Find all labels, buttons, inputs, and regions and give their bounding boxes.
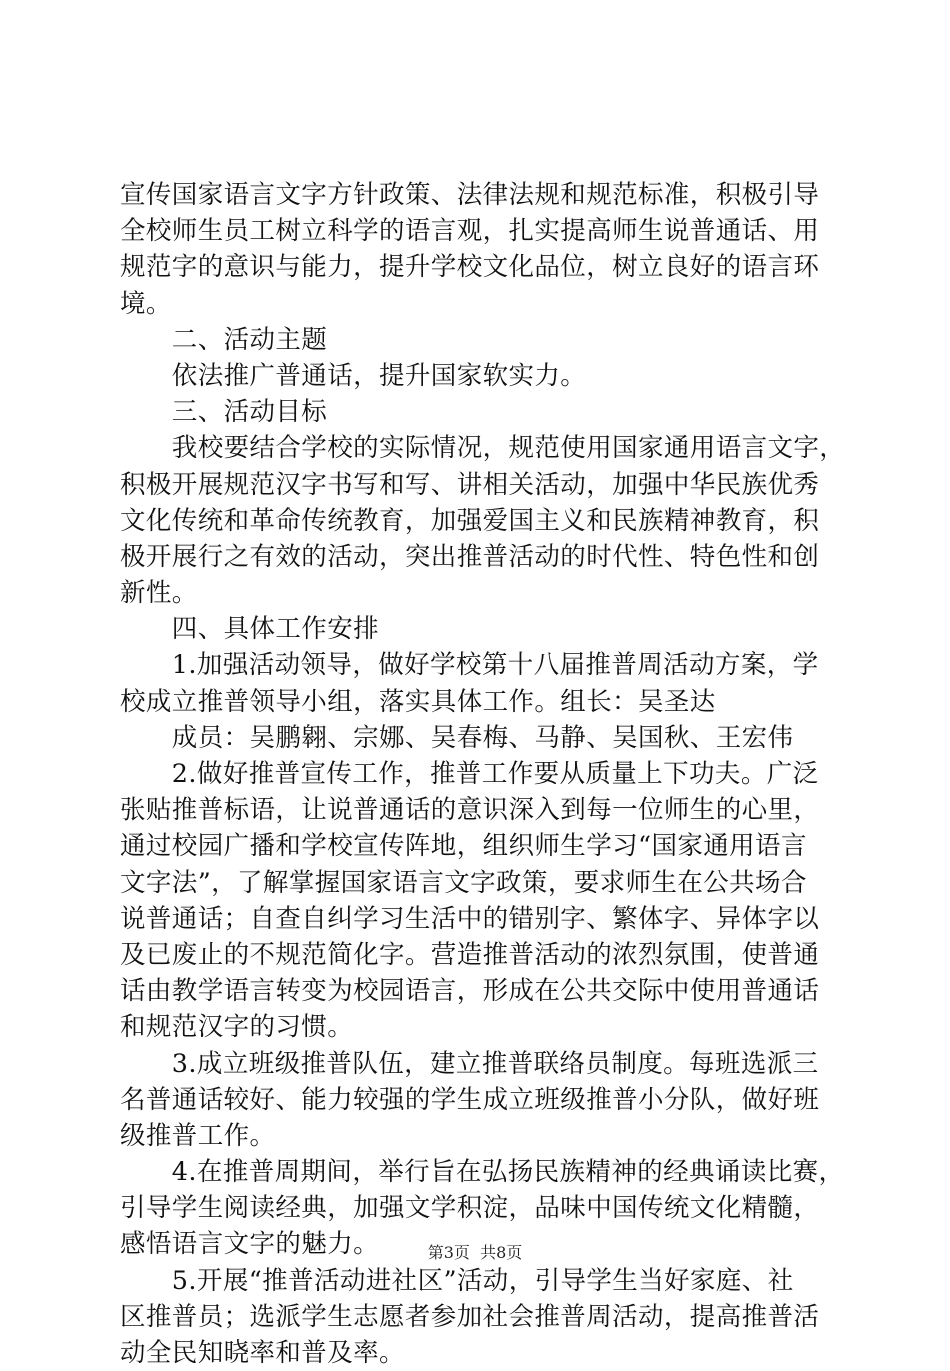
section-heading: 四、具体工作安排 [120,614,380,645]
text-line: 文字法”，了解掌握国家语言文字政策，要求师生在公共场合 [120,867,807,898]
text-line: 校成立推普领导小组，落实具体工作。组长：吴圣达 [120,686,716,717]
page-number-footer: 第3页 共8页 [427,1243,523,1262]
text-line: 名普通话较好、能力较强的学生成立班级推普小分队，做好班 [120,1084,820,1115]
text-line: 说普通话；自查自纠学习生活中的错别字、繁体字、异体字以 [120,903,820,934]
text-line: 极开展行之有效的活动，突出推普活动的时代性、特色性和创 [120,541,820,572]
text-line: 通过校园广播和学校宣传阵地，组织师生学习“国家通用语言 [120,831,807,862]
text-line: 成员：吴鹏翱、宗娜、吴春梅、马静、吴国秋、王宏伟 [120,722,794,753]
text-line: 1.加强活动领导，做好学校第十八届推普周活动方案，学 [120,650,819,681]
text-line: 级推普工作。 [120,1120,276,1151]
text-line: 和规范汉字的习惯。 [120,1012,354,1043]
text-line: 我校要结合学校的实际情况，规范使用国家通用语言文字， [120,433,846,464]
text-line: 文化传统和革命传统教育，加强爱国主义和民族精神教育，积 [120,505,820,536]
text-line: 全校师生员工树立科学的语言观，扎实提高师生说普通话、用 [120,216,820,247]
text-line: 张贴推普标语，让说普通话的意识深入到每一位师生的心里， [120,795,820,826]
text-line: 引导学生阅读经典，加强文学积淀，品味中国传统文化精髓， [120,1193,820,1224]
document-body [120,177,846,1371]
section-heading: 三、活动目标 [120,397,328,428]
section-heading: 二、活动主题 [120,324,328,355]
text-line: 3.成立班级推普队伍，建立推普联络员制度。每班选派三 [120,1048,819,1079]
text-line: 2.做好推普宣传工作，推普工作要从质量上下功夫。广泛 [120,759,819,789]
text-line: 动全民知晓率和普及率。 [120,1338,405,1368]
text-line: 规范字的意识与能力，提升学校文化品位，树立良好的语言环 [120,252,820,283]
text-line: 宣传国家语言文字方针政策、法律法规和规范标准，积极引导 [120,180,820,210]
text-line: 依法推广普通话，提升国家软实力。 [120,360,587,391]
text-line: 区推普员；选派学生志愿者参加社会推普周活动，提高推普活 [120,1301,820,1332]
text-line: 4.在推普周期间，举行旨在弘扬民族精神的经典诵读比赛， [120,1157,845,1188]
text-line: 5.开展“推普活动进社区”活动，引导学生当好家庭、社 [120,1265,794,1296]
text-line: 及已废止的不规范简化字。营造推普活动的浓烈氛围，使普通 [120,939,820,970]
text-line: 话由教学语言转变为校园语言，形成在公共交际中使用普通话 [120,976,820,1007]
text-line: 境。 [120,288,172,319]
text-line: 积极开展规范汉字书写和写、讲相关活动，加强中华民族优秀 [120,469,820,500]
text-line: 新性。 [120,578,198,609]
text-line: 感悟语言文字的魅力。 [120,1229,380,1260]
